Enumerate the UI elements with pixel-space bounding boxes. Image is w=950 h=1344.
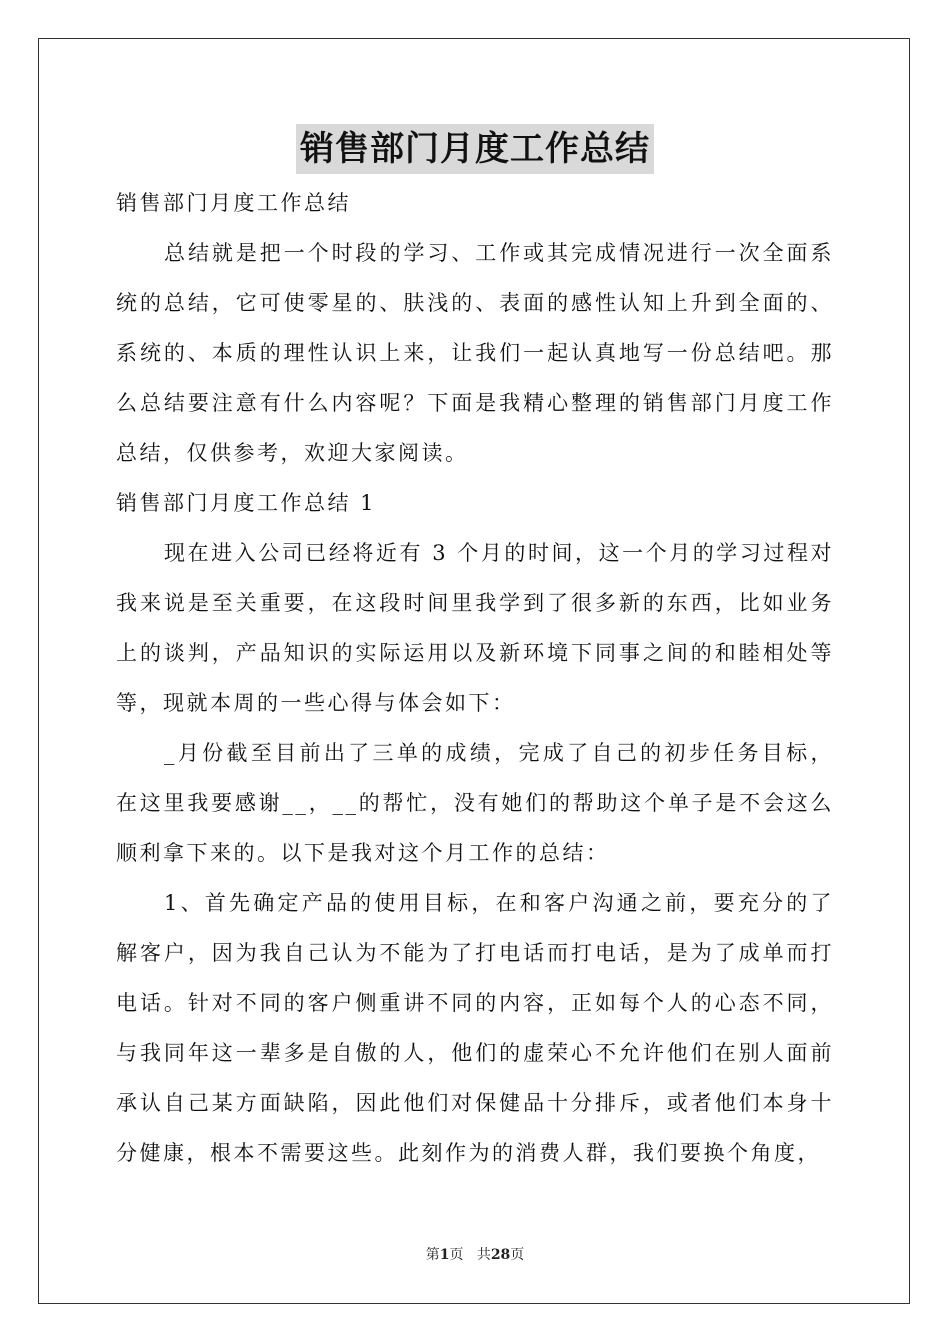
document-title — [0, 124, 950, 174]
body-paragraph: 1、首先确定产品的使用目标，在和客户沟通之前，要充分的了解客户，因为我自己认为不能为了打电话而打电话，是为了成单而打电话。针对不同的客户侧重讲不同的内容，正如每个人的心态不同，与我同年这一辈多是自傲的人，他们的虚荣心不允许他们在别人面前承认自己某方面缺陷，因此他们对保健品十分排斥，或者他们本身十分健康，根本不需要这些。此刻作为的消费人群，我们要换个角度， — [116, 891, 834, 1165]
total-page-count: 28 — [490, 1247, 511, 1263]
body-paragraph: _月份截至目前出了三单的成绩，完成了自己的初步任务目标，在这里我要感谢__，__的帮忙，没有她们的帮助这个单子是不会这么顺利拿下来的。以下是我对这个月工作的总结： — [116, 741, 834, 865]
intro-paragraph: 总结就是把一个时段的学习、工作或其完成情况进行一次全面系统的总结，它可使零星的、肤浅的、表面的感性认知上升到全面的、系统的、本质的理性认识上来，让我们一起认真地写一份总结吧。那么总结要注意有什么内容呢？下面是我精心整理的销售部门月度工作总结，仅供参考，欢迎大家阅读。 — [116, 241, 834, 465]
title-text: 销售部门月度工作总结 — [296, 124, 654, 174]
footer-prefix: 第 — [425, 1247, 440, 1263]
section-heading: 销售部门月度工作总结 1 — [116, 491, 377, 515]
document-body — [116, 178, 834, 1178]
page-footer — [0, 1244, 950, 1264]
footer-total-prefix: 共 — [476, 1247, 491, 1263]
body-paragraph: 现在进入公司已经将近有 3 个月的时间，这一个月的学习过程对我来说是至关重要，在这段时间里我学到了很多新的东西，比如业务上的谈判，产品知识的实际运用以及新环境下同事之间的和睦相处等等，现就本周的一些心得与体会如下： — [116, 541, 834, 715]
subtitle-paragraph: 销售部门月度工作总结 — [116, 191, 351, 215]
footer-total-suffix: 页 — [510, 1247, 525, 1263]
current-page-number: 1 — [439, 1247, 450, 1263]
footer-page-suffix: 页 — [449, 1247, 464, 1263]
